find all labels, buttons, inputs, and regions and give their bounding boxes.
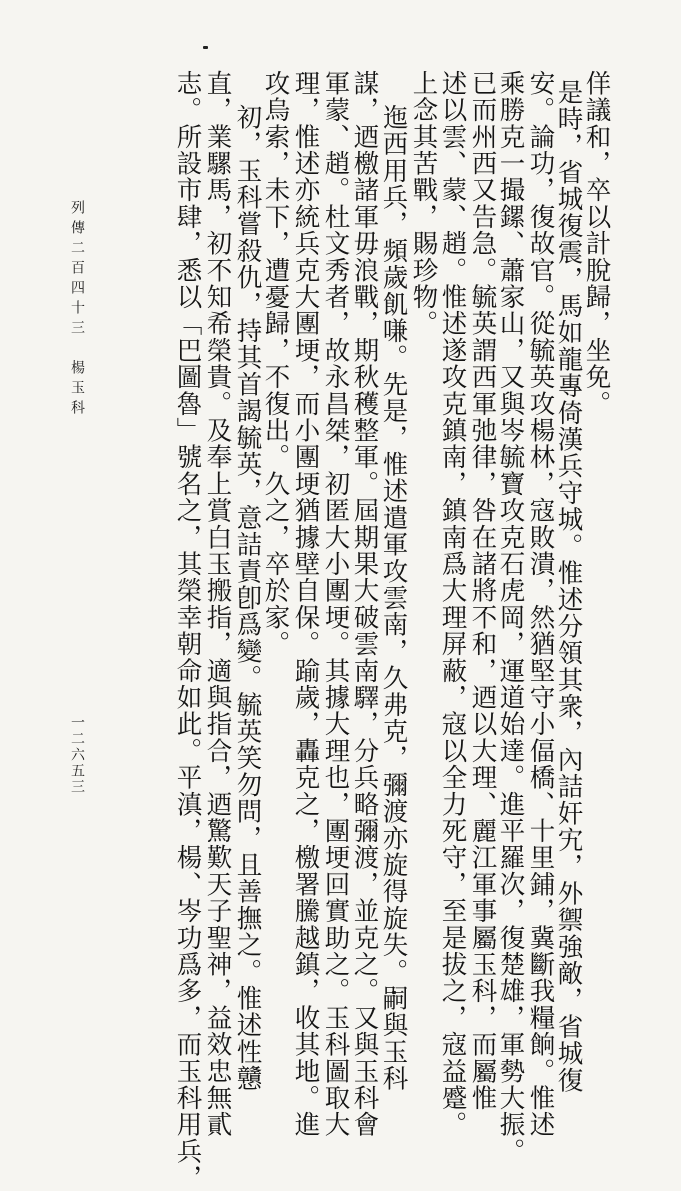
text-column-7: 上念其苦戰，賜珍物。 [408, 70, 439, 337]
text-column-3: 安。論功，復故官。從毓英攻楊林，寇敗潰，然猶堅守小偪橋、十里鋪，冀斷我糧餉。惟述 [525, 70, 556, 1138]
page-number: 一二六五三 [69, 715, 85, 795]
text-column-10: 軍蒙、趙。杜文秀者，故永昌桀，初匿大小團埂。其據大理也，團埂回實助之。玉科圖取大 [320, 70, 351, 1138]
text-column-5: 已而州西又告急。毓英謂西軍弛律，咎在諸將不和，迺以大理、麗江軍事屬玉科，而屬惟 [467, 70, 498, 1112]
running-head: 列傳二百四十三 楊玉科 [69, 200, 85, 420]
text-column-15: 志。所設市肆，悉以「巴圖魯」號名之，其榮幸朝命如此。平滇，楊、岑功爲多，而玉科用兵， [172, 70, 203, 1191]
text-column-9: 謀，迺檄諸軍毋浪戰，期秋穫整軍。屆期果大破雲南驛，分兵略彌渡，並克之。又與玉科會 [349, 70, 380, 1138]
ink-mark [203, 46, 208, 49]
text-column-8: 迤西用兵，頻歲飢嗛。先是，惟述遣軍攻雲南，久弗克，彌渡亦旋得旋失。嗣與玉科 [378, 104, 409, 1092]
text-column-14: 直，業騾馬，初不知希榮貴。及奉上賞白玉搬指，適與指合，迺驚歎天子聖神，益效忠無貳 [202, 70, 233, 1138]
text-column-12: 攻烏索，未下，遭憂歸，不復出。久之，卒於家。 [260, 70, 291, 658]
text-column-2: 是時，省城復震，馬如龍專倚漢兵守城。惟述分領其衆，內詰奸宄，外禦強敵，省城復 [553, 79, 584, 1094]
text-column-1: 佯議和，卒以計脫歸，坐免。 [581, 70, 612, 418]
text-column-6: 述以雲、蒙、趙。惟述遂攻克鎮南，鎮南爲大理屏蔽，寇以全力死守，至是拔之，寇益蹙。 [437, 70, 468, 1138]
text-column-4: 乘勝克一撮鏍、蕭家山，又與岑毓寶攻克石虎岡，運道始達。進平羅次，復楚雄，軍勢大振。 [495, 70, 526, 1165]
text-column-11: 理，惟述亦統兵克大團埂，而小團埂猶據壁自保。踰歲，轟克之，檄署騰越鎮，收其地。進 [290, 70, 321, 1138]
text-column-13: 初，玉科嘗殺仇，持其首謁毓英，意詰責卽爲變。毓英笑勿問，且善撫之。惟述性戇 [232, 104, 263, 1092]
